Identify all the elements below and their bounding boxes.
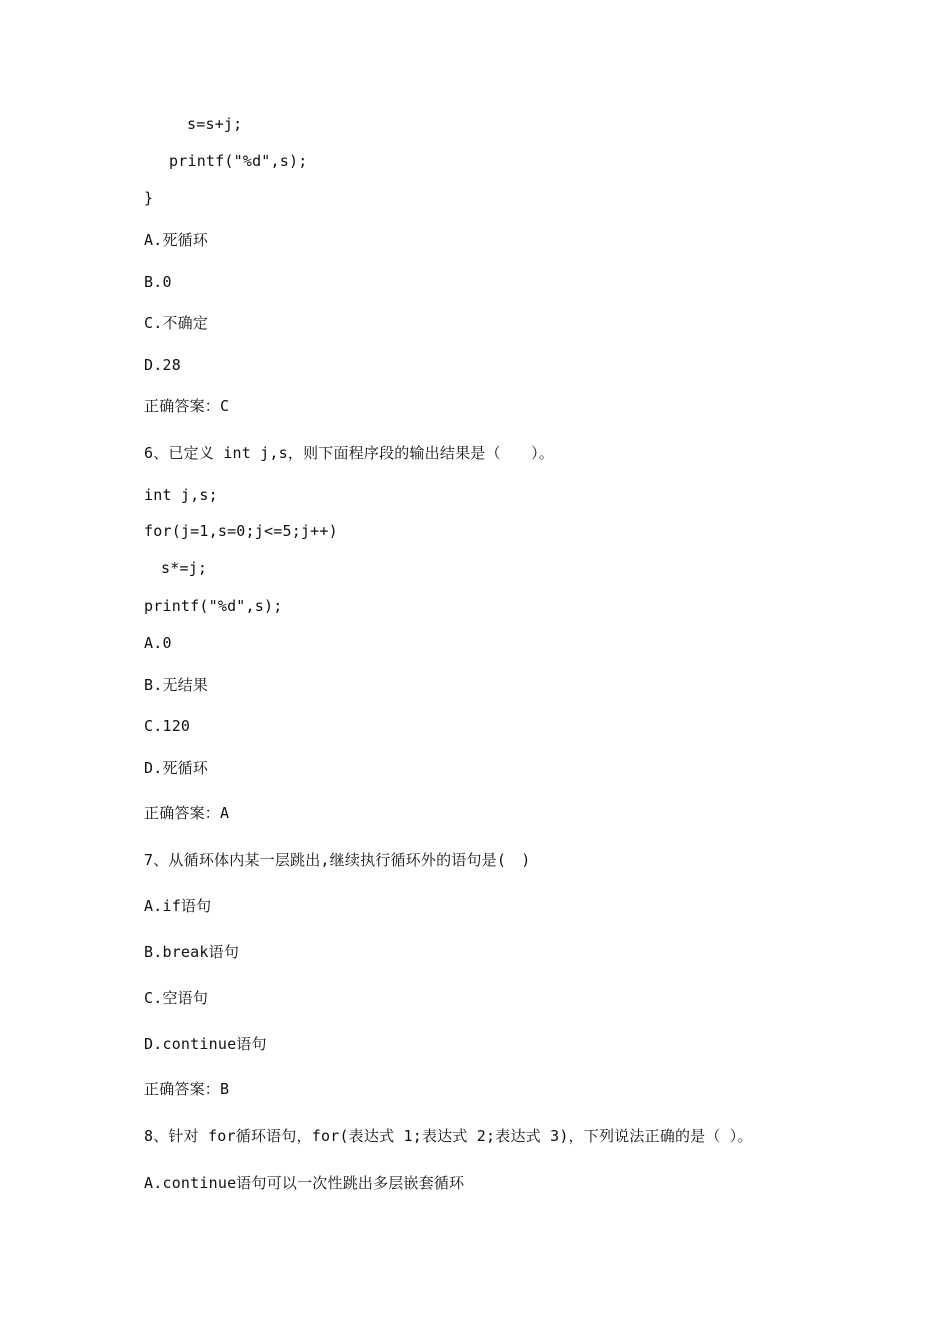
q6-option-b: B.无结果 [144, 676, 209, 694]
q6-question: 6、已定义 int j,s，则下面程序段的输出结果是（ ）。 [144, 444, 554, 462]
q5-option-c: C.不确定 [144, 314, 209, 332]
q8-question: 8、针对 for循环语句，for(表达式 1;表达式 2;表达式 3)，下列说法正确的是（ ）。 [144, 1127, 753, 1145]
q5-option-d: D.28 [144, 356, 181, 374]
code-line-sum: s=s+j; [187, 115, 243, 133]
q6-option-a: A.0 [144, 634, 172, 652]
q6-code-line-3: s*=j; [161, 559, 208, 577]
code-line-close-brace: } [144, 189, 154, 207]
q7-answer: 正确答案：B [144, 1080, 230, 1098]
q8-option-a: A.continue语句可以一次性跳出多层嵌套循环 [144, 1174, 465, 1192]
q6-option-d: D.死循环 [144, 759, 209, 777]
q6-code-line-1: int j,s; [144, 486, 218, 504]
q6-option-c: C.120 [144, 717, 191, 735]
q6-code-line-4: printf("%d",s); [144, 597, 283, 615]
q5-option-b: B.0 [144, 273, 172, 291]
q5-answer: 正确答案：C [144, 397, 230, 415]
q7-option-a: A.if语句 [144, 897, 212, 915]
q7-question: 7、从循环体内某一层跳出,继续执行循环外的语句是( ) [144, 851, 531, 869]
q7-option-d: D.continue语句 [144, 1035, 267, 1053]
q6-answer: 正确答案：A [144, 804, 230, 822]
q7-option-c: C.空语句 [144, 989, 209, 1007]
code-line-printf: printf("%d",s); [169, 152, 308, 170]
q5-option-a: A.死循环 [144, 231, 209, 249]
q6-code-line-2: for(j=1,s=0;j<=5;j++) [144, 522, 338, 540]
q7-option-b: B.break语句 [144, 943, 240, 961]
